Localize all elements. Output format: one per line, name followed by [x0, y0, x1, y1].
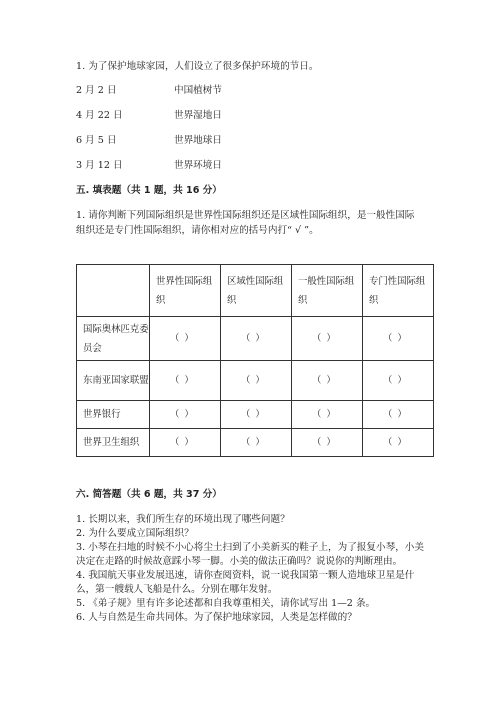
table-row — [77, 317, 434, 361]
list-item: 1. 长期以来，我们所生存的环境出现了哪些问题？ — [76, 514, 290, 525]
list-item: 4. 我国航天事业发展迅速，请你查阅资料，说一说我国第一颗人造地球卫星是什么，第一艘载人飞船是什么。分别在哪年发射。 — [76, 570, 415, 595]
answer-blank[interactable]: （ ） — [363, 401, 434, 429]
answer-blank[interactable]: （ ） — [221, 317, 292, 361]
answer-blank[interactable]: （ ） — [150, 401, 221, 429]
answer-blank[interactable]: （ ） — [221, 361, 292, 401]
table-row — [77, 361, 434, 401]
list-item: 2. 为什么要成立国际组织？ — [76, 528, 194, 539]
table-header-row — [77, 265, 434, 317]
list-item: 6. 人与自然是生命共同体。为了保护地球家园，人类是怎样做的？ — [76, 612, 357, 623]
answer-blank[interactable]: （ ） — [221, 429, 292, 457]
section6-title: 六. 简答题（共 6 题，共 37 分） — [76, 489, 222, 500]
organization-table — [76, 264, 434, 457]
holiday-name: 中国植树节 — [174, 85, 222, 96]
intro-question: 1. 为了保护地球家园，人们设立了很多保护环境的节日。 — [76, 61, 319, 72]
org-name: 世界卫生组织 — [77, 429, 150, 457]
answer-blank[interactable]: （ ） — [363, 361, 434, 401]
answer-blank[interactable]: （ ） — [292, 317, 363, 361]
holiday-date: 6 月 5 日 — [76, 135, 117, 146]
answer-blank[interactable]: （ ） — [150, 361, 221, 401]
table-header-cell: 世界性国际组织 — [150, 265, 221, 317]
answer-blank[interactable]: （ ） — [150, 317, 221, 361]
holiday-date: 2 月 2 日 — [76, 85, 117, 96]
holiday-date: 4 月 22 日 — [76, 110, 123, 121]
table-header-cell: 专门性国际组织 — [363, 265, 434, 317]
holiday-name: 世界环境日 — [174, 160, 222, 171]
answer-blank[interactable]: （ ） — [221, 401, 292, 429]
section5-question: 1. 请你判断下列国际组织是世界性国际组织还是区域性国际组织，是一般性国际组织还是专门性国际组织，请你相对应的括号内打“ √ ”。 — [76, 210, 415, 236]
table-header-cell: 区域性国际组织 — [221, 265, 292, 317]
holiday-date: 3 月 12 日 — [76, 160, 123, 171]
answer-blank[interactable]: （ ） — [292, 361, 363, 401]
answer-blank[interactable]: （ ） — [150, 429, 221, 457]
org-name: 东南亚国家联盟 — [77, 361, 150, 401]
short-answer-questions — [76, 513, 426, 625]
table-row — [77, 429, 434, 457]
list-item: 5. 《弟子规》里有许多论述都和自我尊重相关，请你试写出 1—2 条。 — [76, 598, 376, 609]
org-name: 世界银行 — [77, 401, 150, 429]
table-header-cell — [77, 265, 150, 317]
answer-blank[interactable]: （ ） — [292, 429, 363, 457]
list-item: 3. 小琴在扫地的时候不小心将尘土扫到了小美新买的鞋子上，为了报复小琴，小美决定在走路的时候故意踩小琴一脚。小美的做法正确吗？说说你的判断理由。 — [76, 542, 424, 567]
section5-title: 五. 填表题（共 1 题，共 16 分） — [76, 185, 222, 196]
table-row — [77, 401, 434, 429]
holiday-name: 世界湿地日 — [174, 110, 222, 121]
answer-blank[interactable]: （ ） — [363, 317, 434, 361]
table-header-cell: 一般性国际组织 — [292, 265, 363, 317]
answer-blank[interactable]: （ ） — [363, 429, 434, 457]
org-name: 国际奥林匹克委员会 — [77, 317, 150, 361]
answer-blank[interactable]: （ ） — [292, 401, 363, 429]
holiday-name: 世界地球日 — [174, 135, 222, 146]
